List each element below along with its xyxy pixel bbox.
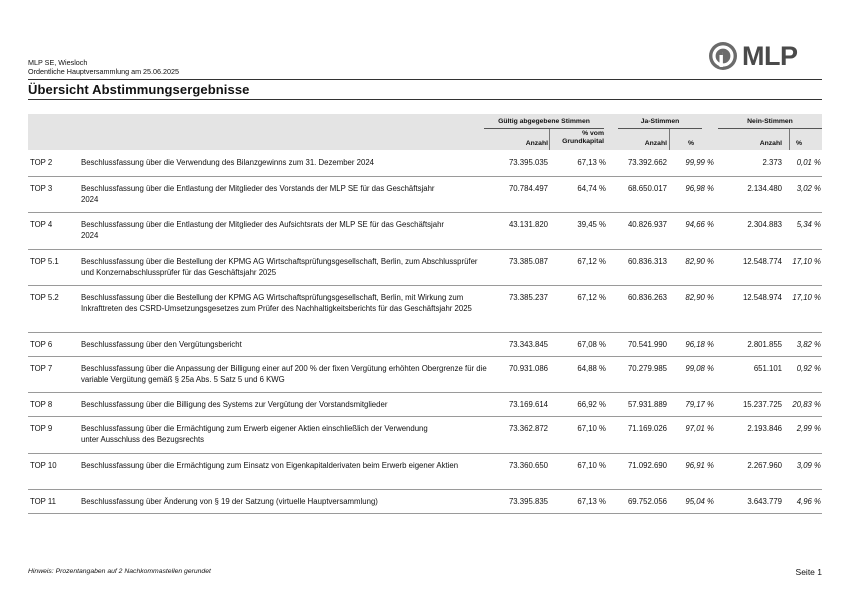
no-votes: 15.237.725 bbox=[742, 400, 782, 409]
yes-votes: 69.752.056 bbox=[627, 497, 667, 506]
table-row bbox=[28, 453, 822, 490]
resolution-text: Beschlussfassung über die Anpassung der Billigung einer auf 200 % der fixen Vergütung erhöhten Obergrenze für die variable Vergütung gemäß § 25a Abs. 5 Satz 5 und 6 KWG bbox=[81, 364, 487, 384]
header-valid-rule bbox=[484, 128, 604, 129]
table-row bbox=[28, 285, 822, 333]
resolution-text: Beschlussfassung über die Ermächtigung zum Erwerb eigener Aktien einschließlich der Verwendung unter Ausschluss des Bezugsrechts bbox=[81, 424, 428, 444]
valid-votes-pct: 66,92 % bbox=[577, 400, 606, 409]
yes-votes-pct: 82,90 % bbox=[685, 293, 714, 302]
yes-votes-pct: 96,98 % bbox=[685, 184, 714, 193]
resolution-text: Beschlussfassung über die Bestellung der KPMG AG Wirtschaftsprüfungsgesellschaft, Berlin, mit Wirkung zum Inkrafttreten des CSRD-Umsetzungsgesetzes zum Prüfer des Nachhaltigkeitsberichts für das Geschäftsjahr 2025 bbox=[81, 293, 472, 313]
no-votes-pct: 3,09 % bbox=[796, 461, 821, 470]
resolution-text: Beschlussfassung über die Billigung des Systems zur Vergütung der Vorstandsmitglieder bbox=[81, 400, 388, 409]
valid-votes: 73.385.087 bbox=[508, 257, 548, 266]
yes-votes-pct: 95,04 % bbox=[685, 497, 714, 506]
agenda-item: TOP 5.1 bbox=[30, 257, 59, 266]
valid-votes: 73.343.845 bbox=[508, 340, 548, 349]
header-valid-votes: Gültig abgegebene Stimmen bbox=[498, 118, 590, 125]
table-row bbox=[28, 489, 822, 514]
agenda-item: TOP 10 bbox=[30, 461, 57, 470]
resolution-text: Beschlussfassung über die Ermächtigung zum Einsatz von Eigenkapitalderivaten beim Erwerb eigener Aktien bbox=[81, 461, 459, 470]
header-col-sep bbox=[789, 129, 790, 150]
yes-votes: 68.650.017 bbox=[627, 184, 667, 193]
yes-votes: 60.836.263 bbox=[627, 293, 667, 302]
yes-votes-pct: 99,08 % bbox=[685, 364, 714, 373]
no-votes-pct: 17,10 % bbox=[792, 293, 821, 302]
yes-votes-pct: 82,90 % bbox=[685, 257, 714, 266]
header-valid-pct-line1: % vom bbox=[582, 130, 604, 137]
no-votes-pct: 17,10 % bbox=[792, 257, 821, 266]
header-no-pct: % bbox=[795, 140, 802, 147]
table-row bbox=[28, 176, 822, 213]
yes-votes-pct: 79,17 % bbox=[685, 400, 714, 409]
resolution-text: Beschlussfassung über die Entlastung der Mitglieder des Vorstands der MLP SE für das Geschäftsjahr 2024 bbox=[81, 184, 435, 204]
yes-votes: 70.541.990 bbox=[627, 340, 667, 349]
no-votes: 3.643.779 bbox=[747, 497, 782, 506]
valid-votes: 73.395.835 bbox=[508, 497, 548, 506]
valid-votes-pct: 67,13 % bbox=[577, 158, 606, 167]
header-valid-count: Anzahl bbox=[525, 140, 548, 147]
valid-votes-pct: 67,10 % bbox=[577, 461, 606, 470]
no-votes-pct: 4,96 % bbox=[796, 497, 821, 506]
yes-votes-pct: 94,66 % bbox=[685, 220, 714, 229]
mlp-logo bbox=[708, 40, 798, 72]
agenda-item: TOP 4 bbox=[30, 220, 53, 229]
agenda-item: TOP 2 bbox=[30, 158, 53, 167]
page-number: Seite 1 bbox=[795, 567, 822, 577]
valid-votes-pct: 67,13 % bbox=[577, 497, 606, 506]
resolution-text: Beschlussfassung über die Entlastung der Mitglieder des Aufsichtsrats der MLP SE für das Geschäftsjahr 2024 bbox=[81, 220, 445, 240]
valid-votes: 73.360.650 bbox=[508, 461, 548, 470]
valid-votes: 73.385.237 bbox=[508, 293, 548, 302]
resolution-text: Beschlussfassung über Änderung von § 19 der Satzung (virtuelle Hauptversammlung) bbox=[81, 497, 378, 506]
agenda-item: TOP 6 bbox=[30, 340, 53, 349]
no-votes: 651.101 bbox=[753, 364, 782, 373]
resolution-text: Beschlussfassung über den Vergütungsbericht bbox=[81, 340, 242, 349]
yes-votes-pct: 96,91 % bbox=[685, 461, 714, 470]
yes-votes: 70.279.985 bbox=[627, 364, 667, 373]
table-row bbox=[28, 392, 822, 417]
mlp-logo-icon bbox=[708, 41, 738, 71]
header-valid-pct-line2: Grundkapital bbox=[562, 138, 604, 145]
header-no-rule bbox=[718, 128, 822, 129]
valid-votes-pct: 39,45 % bbox=[577, 220, 606, 229]
no-votes-pct: 3,02 % bbox=[796, 184, 821, 193]
header-yes-count: Anzahl bbox=[644, 140, 667, 147]
valid-votes: 73.395.035 bbox=[508, 158, 548, 167]
meeting-name: Ordentliche Hauptversammlung am 25.06.2025 bbox=[28, 67, 180, 76]
valid-votes: 70.784.497 bbox=[508, 184, 548, 193]
header-col-sep bbox=[669, 129, 670, 150]
no-votes: 12.548.774 bbox=[742, 257, 782, 266]
yes-votes: 57.931.889 bbox=[627, 400, 667, 409]
yes-votes: 73.392.662 bbox=[627, 158, 667, 167]
no-votes: 12.548.974 bbox=[742, 293, 782, 302]
valid-votes-pct: 67,12 % bbox=[577, 257, 606, 266]
agenda-item: TOP 8 bbox=[30, 400, 53, 409]
valid-votes: 70.931.086 bbox=[508, 364, 548, 373]
no-votes: 2.304.883 bbox=[747, 220, 782, 229]
no-votes-pct: 0,01 % bbox=[796, 158, 821, 167]
no-votes: 2.373 bbox=[762, 158, 782, 167]
valid-votes-pct: 67,10 % bbox=[577, 424, 606, 433]
no-votes: 2.193.846 bbox=[747, 424, 782, 433]
table-row bbox=[28, 249, 822, 286]
no-votes-pct: 20,83 % bbox=[792, 400, 821, 409]
header-yes-rule bbox=[618, 128, 702, 129]
no-votes-pct: 2,99 % bbox=[796, 424, 821, 433]
table-row bbox=[28, 416, 822, 454]
no-votes: 2.267.960 bbox=[747, 461, 782, 470]
yes-votes-pct: 97,01 % bbox=[685, 424, 714, 433]
yes-votes: 60.836.313 bbox=[627, 257, 667, 266]
yes-votes: 71.092.690 bbox=[627, 461, 667, 470]
company-name: MLP SE, Wiesloch bbox=[28, 58, 88, 67]
table-row bbox=[28, 150, 822, 177]
header-no-count: Anzahl bbox=[759, 140, 782, 147]
agenda-item: TOP 3 bbox=[30, 184, 53, 193]
valid-votes: 73.362.872 bbox=[508, 424, 548, 433]
header-no-votes: Nein-Stimmen bbox=[747, 118, 793, 125]
document-header bbox=[28, 58, 179, 76]
no-votes-pct: 5,34 % bbox=[796, 220, 821, 229]
resolution-text: Beschlussfassung über die Verwendung des Bilanzgewinns zum 31. Dezember 2024 bbox=[81, 158, 374, 167]
agenda-item: TOP 9 bbox=[30, 424, 53, 433]
valid-votes-pct: 67,12 % bbox=[577, 293, 606, 302]
header-col-sep bbox=[549, 129, 550, 150]
no-votes: 2.801.855 bbox=[747, 340, 782, 349]
header-yes-pct: % bbox=[687, 140, 694, 147]
table-row bbox=[28, 212, 822, 250]
valid-votes-pct: 67,08 % bbox=[577, 340, 606, 349]
yes-votes-pct: 99,99 % bbox=[685, 158, 714, 167]
table-header bbox=[28, 114, 822, 150]
valid-votes: 43.131.820 bbox=[508, 220, 548, 229]
agenda-item: TOP 5.2 bbox=[30, 293, 59, 302]
no-votes-pct: 3,82 % bbox=[796, 340, 821, 349]
title-divider bbox=[28, 99, 822, 100]
no-votes: 2.134.480 bbox=[747, 184, 782, 193]
table-row bbox=[28, 356, 822, 393]
agenda-item: TOP 11 bbox=[30, 497, 57, 506]
table-row bbox=[28, 332, 822, 357]
agenda-item: TOP 7 bbox=[30, 364, 53, 373]
footnote: Hinweis: Prozentangaben auf 2 Nachkommastellen gerundet bbox=[28, 568, 211, 575]
yes-votes: 71.169.026 bbox=[627, 424, 667, 433]
valid-votes-pct: 64,74 % bbox=[577, 184, 606, 193]
page-title: Übersicht Abstimmungsergebnisse bbox=[28, 82, 250, 97]
resolution-text: Beschlussfassung über die Bestellung der KPMG AG Wirtschaftsprüfungsgesellschaft, Berlin, zum Abschlussprüfer und Konzernabschlussprüfer für das Geschäftsjahr 2025 bbox=[81, 257, 478, 277]
no-votes-pct: 0,92 % bbox=[796, 364, 821, 373]
yes-votes-pct: 96,18 % bbox=[685, 340, 714, 349]
yes-votes: 40.826.937 bbox=[627, 220, 667, 229]
valid-votes: 73.169.614 bbox=[508, 400, 548, 409]
logo-text: MLP bbox=[742, 41, 798, 71]
valid-votes-pct: 64,88 % bbox=[577, 364, 606, 373]
header-yes-votes: Ja-Stimmen bbox=[640, 118, 680, 125]
header-divider bbox=[28, 79, 822, 80]
